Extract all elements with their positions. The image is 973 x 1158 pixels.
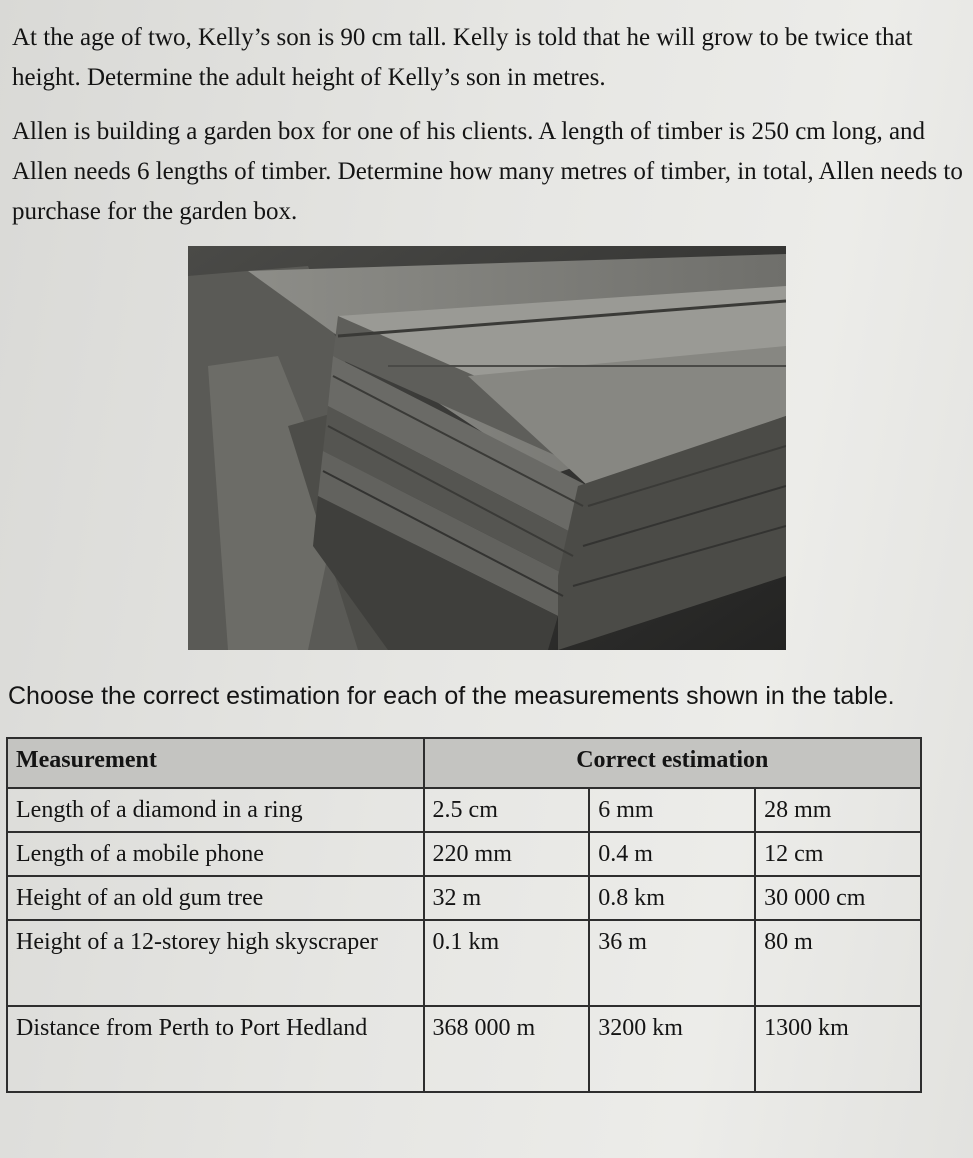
option-cell[interactable]: 28 mm: [755, 788, 921, 832]
measurement-cell: Distance from Perth to Port Hedland: [7, 1006, 424, 1092]
option-cell[interactable]: 6 mm: [589, 788, 755, 832]
estimation-table: [6, 737, 922, 1093]
option-cell[interactable]: 1300 km: [755, 1006, 921, 1092]
option-cell[interactable]: 220 mm: [424, 832, 590, 876]
measurement-cell: Height of a 12-storey high skyscraper: [7, 920, 424, 1006]
table-row: [7, 788, 921, 832]
option-cell[interactable]: 2.5 cm: [424, 788, 590, 832]
option-cell[interactable]: 30 000 cm: [755, 876, 921, 920]
header-measurement: Measurement: [7, 738, 424, 788]
question-allen-timber: Allen is building a garden box for one of his clients. A length of timber is 250 cm long, and Allen needs 6 lengths of timber. Determine how many metres of timber, in total, Allen needs to purchase for the garden box.: [12, 118, 963, 225]
option-cell[interactable]: 3200 km: [589, 1006, 755, 1092]
table-row: [7, 832, 921, 876]
option-cell[interactable]: 368 000 m: [424, 1006, 590, 1092]
option-cell[interactable]: 80 m: [755, 920, 921, 1006]
table-instruction: Choose the correct estimation for each of the measurements shown in the table.: [8, 682, 895, 710]
measurement-cell: Length of a diamond in a ring: [7, 788, 424, 832]
option-cell[interactable]: 12 cm: [755, 832, 921, 876]
option-cell[interactable]: 0.8 km: [589, 876, 755, 920]
measurement-cell: Length of a mobile phone: [7, 832, 424, 876]
measurement-cell: Height of an old gum tree: [7, 876, 424, 920]
option-cell[interactable]: 36 m: [589, 920, 755, 1006]
header-correct-estimation: Correct estimation: [424, 738, 921, 788]
option-cell[interactable]: 32 m: [424, 876, 590, 920]
table-row: [7, 920, 921, 1006]
option-cell[interactable]: 0.4 m: [589, 832, 755, 876]
timber-stack-photo: [188, 246, 786, 650]
table-header-row: [7, 738, 921, 788]
option-cell[interactable]: 0.1 km: [424, 920, 590, 1006]
question-kelly-son-height: At the age of two, Kelly’s son is 90 cm tall. Kelly is told that he will grow to be twice that height. Determine the adult height of Kelly’s son in metres.: [12, 24, 913, 91]
table-row: [7, 876, 921, 920]
table-row: [7, 1006, 921, 1092]
